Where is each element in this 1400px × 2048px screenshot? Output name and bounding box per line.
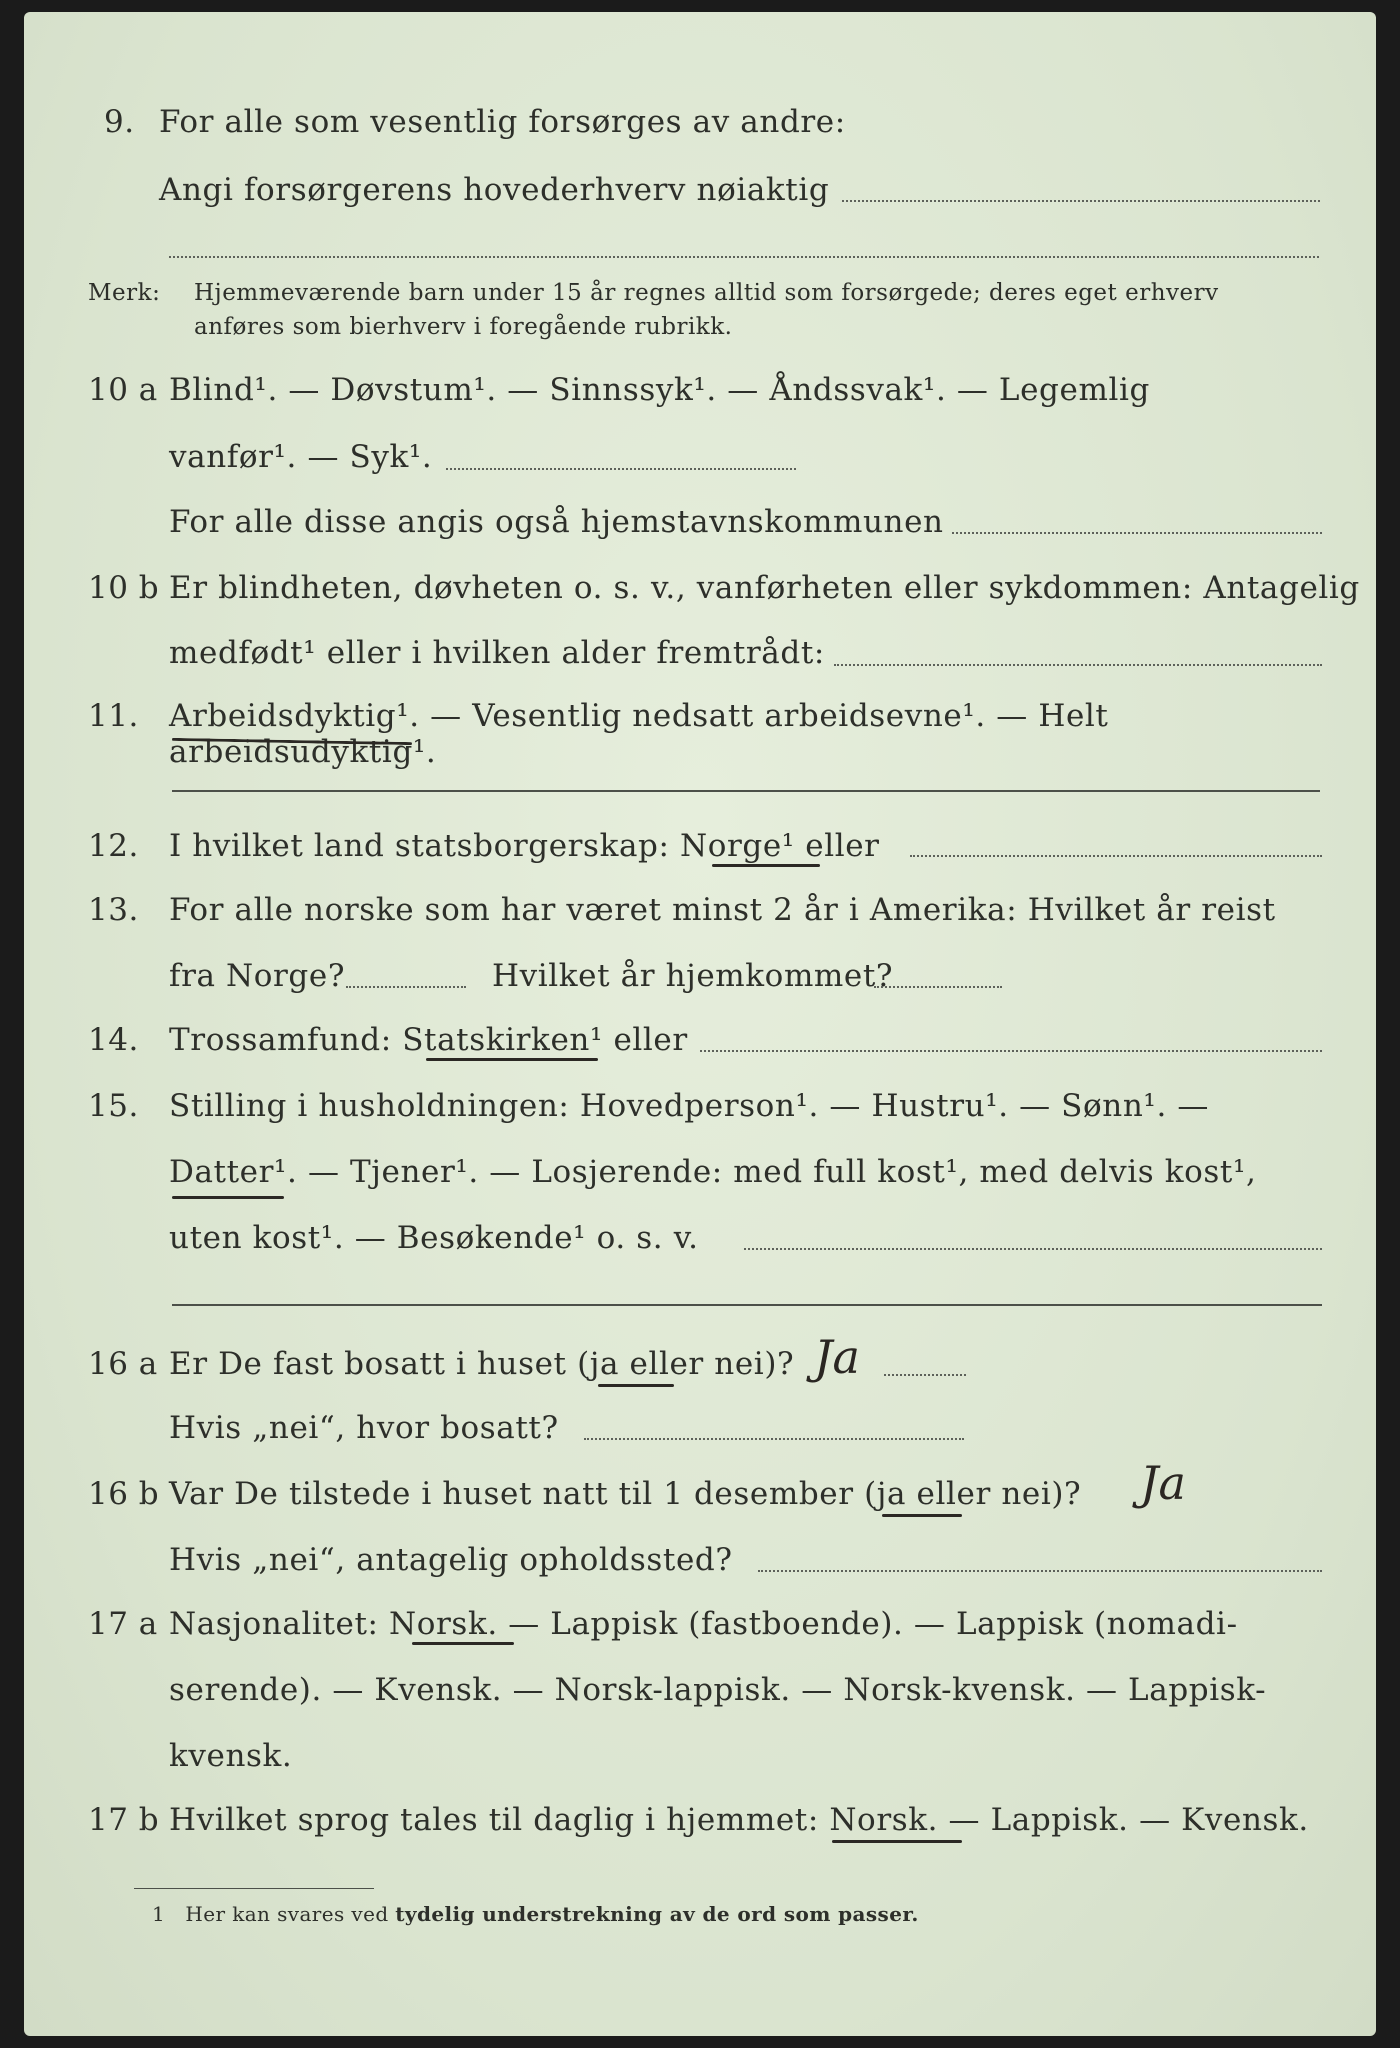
question-9-line-1: For alle som vesentlig forsørges av andre:: [159, 104, 846, 140]
note-line-2: anføres som bierhverv i foregående rubrikk.: [194, 314, 733, 340]
question-15-divider: [172, 1304, 1322, 1306]
question-10b-number: 10 b: [88, 570, 160, 606]
question-10b-answer-line[interactable]: [834, 664, 1322, 666]
footnote-text-bold: tydelig understrekning av de ord som passer.: [395, 1902, 919, 1926]
question-15-answer-line[interactable]: [744, 1248, 1322, 1250]
question-10a-number: 10 a: [88, 372, 158, 408]
question-17a-number: 17 a: [88, 1606, 158, 1642]
question-12-handwritten-underline: [712, 864, 820, 867]
question-14-line-1: Trossamfund: Statskirken¹ eller: [169, 1022, 688, 1058]
note-line-1: Hjemmeværende barn under 15 år regnes alltid som forsørgede; deres eget erhverv: [194, 280, 1219, 306]
question-9-number: 9.: [104, 104, 135, 140]
question-16b-number: 16 b: [88, 1476, 160, 1512]
question-15-line-2: Datter¹. — Tjener¹. — Losjerende: med full kost¹, med delvis kost¹,: [169, 1154, 1257, 1190]
question-15-line-3: uten kost¹. — Besøkende¹ o. s. v.: [169, 1220, 699, 1256]
question-14-number: 14.: [88, 1022, 139, 1058]
question-15-handwritten-underline: [172, 1196, 284, 1199]
question-17a-handwritten-underline: [412, 1642, 514, 1645]
question-10b-line-1: Er blindheten, døvheten o. s. v., vanførheten eller sykdommen: Antagelig: [169, 570, 1360, 606]
question-15-line-1: Stilling i husholdningen: Hovedperson¹. — Hustru¹. — Sønn¹. —: [169, 1088, 1209, 1124]
question-17a-line-3: kvensk.: [169, 1738, 293, 1774]
footnote-separator: [134, 1888, 374, 1889]
question-11-divider: [172, 790, 1320, 792]
question-14-answer-line[interactable]: [700, 1050, 1322, 1052]
question-11-number: 11.: [88, 698, 139, 734]
question-17a-line-2: serende). — Kvensk. — Norsk-lappisk. — Norsk-kvensk. — Lappisk-: [169, 1672, 1267, 1708]
census-form-page: [24, 12, 1376, 2036]
question-10a-line-1: Blind¹. — Døvstum¹. — Sinnssyk¹. — Åndssvak¹. — Legemlig: [169, 372, 1150, 408]
question-17a-line-1: Nasjonalitet: Norsk. — Lappisk (fastboende). — Lappisk (nomadi-: [169, 1606, 1238, 1642]
question-10b-line-2: medfødt¹ eller i hvilken alder fremtrådt:: [169, 635, 825, 671]
question-10a-answer-line[interactable]: [446, 468, 796, 470]
question-16a-handwritten-answer: Ja: [814, 1330, 860, 1384]
question-12-answer-line[interactable]: [910, 855, 1322, 857]
question-16b-handwritten-answer: Ja: [1140, 1456, 1186, 1510]
question-9-line-2: Angi forsørgerens hovederhverv nøiaktig: [159, 172, 830, 208]
question-16b-handwritten-underline: [882, 1514, 962, 1517]
question-16a-answer-line[interactable]: [884, 1374, 966, 1376]
question-17b-line-1: Hvilket sprog tales til daglig i hjemmet: Norsk. — Lappisk. — Kvensk.: [169, 1802, 1309, 1838]
question-10a-municipality-line[interactable]: [952, 532, 1322, 534]
question-17b-handwritten-underline: [832, 1840, 962, 1843]
question-12-number: 12.: [88, 828, 139, 864]
question-13-left-year-line[interactable]: [346, 986, 466, 988]
question-9-answer-line-2[interactable]: [169, 256, 1319, 258]
question-10a-line-2: vanfør¹. — Syk¹.: [169, 439, 433, 475]
question-16a-number: 16 a: [88, 1346, 158, 1382]
footnote-text: Her kan svares ved: [185, 1902, 389, 1926]
question-14-handwritten-underline: [426, 1058, 598, 1061]
question-16b-line-2: Hvis „nei“, antagelig opholdssted?: [169, 1542, 733, 1578]
note-label: Merk:: [88, 280, 161, 306]
question-11-line-1: Arbeidsdyktig¹. — Vesentlig nedsatt arbeidsevne¹. — Helt arbeidsudyktig¹.: [169, 698, 1109, 770]
question-13-line-1: For alle norske som har været minst 2 år i Amerika: Hvilket år reist: [169, 892, 1276, 928]
question-9-answer-line[interactable]: [842, 200, 1320, 202]
question-16a-line-2: Hvis „nei“, hvor bosatt?: [169, 1410, 559, 1446]
question-16b-line-1: Var De tilstede i huset natt til 1 desember (ja eller nei)?: [169, 1476, 1082, 1512]
question-10a-line-3: For alle disse angis også hjemstavnskommunen: [169, 504, 944, 540]
question-13-line-2b: Hvilket år hjemkommet?: [492, 958, 894, 994]
question-17b-number: 17 b: [88, 1802, 160, 1838]
question-16a-residence-line[interactable]: [584, 1438, 964, 1440]
question-15-number: 15.: [88, 1088, 139, 1124]
question-13-line-2a: fra Norge?: [169, 958, 346, 994]
question-16a-handwritten-underline: [598, 1384, 674, 1387]
question-16a-line-1: Er De fast bosatt i huset (ja eller nei)?: [169, 1346, 795, 1382]
footnote: [152, 1902, 919, 1926]
question-13-number: 13.: [88, 892, 139, 928]
question-12-line-1: I hvilket land statsborgerskap: Norge¹ eller: [169, 828, 880, 864]
question-16b-whereabouts-line[interactable]: [758, 1570, 1322, 1572]
question-13-return-year-line[interactable]: [874, 986, 1002, 988]
footnote-marker: 1: [152, 1902, 166, 1926]
